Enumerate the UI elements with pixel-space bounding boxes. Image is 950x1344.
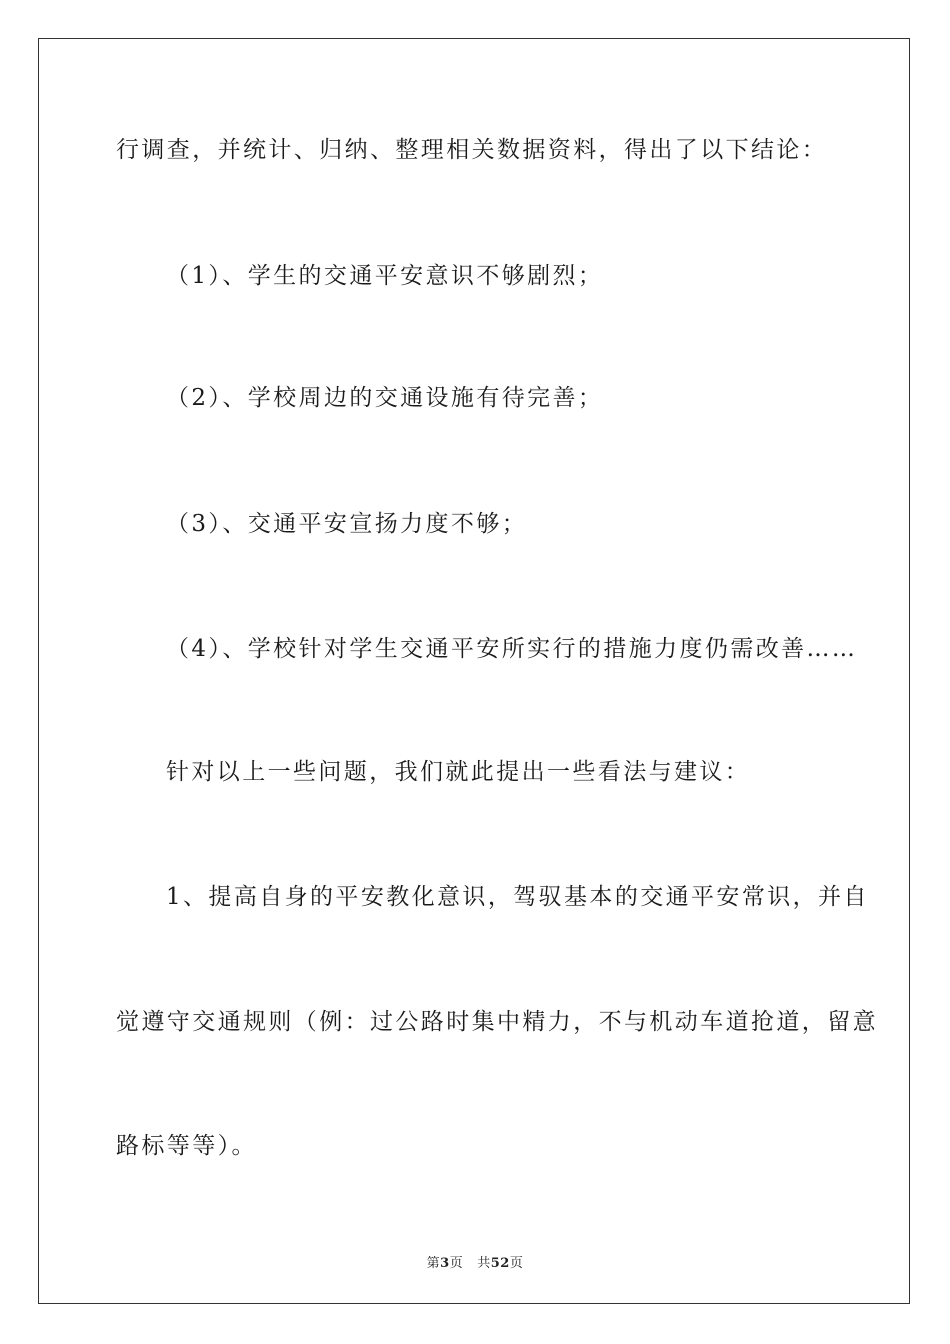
text-line-8: 觉遵守交通规则（例：过公路时集中精力，不与机动车道抢道，留意 — [116, 1009, 878, 1035]
page-footer — [0, 1252, 950, 1271]
footer-page-number: 3 — [440, 1256, 450, 1271]
page-border — [38, 38, 910, 1304]
footer-total-prefix: 共 — [477, 1256, 491, 1271]
text-line-6: 针对以上一些问题，我们就此提出一些看法与建议： — [166, 759, 751, 785]
text-line-4: （3）、交通平安宣扬力度不够； — [166, 511, 528, 537]
footer-total-pages: 52 — [490, 1256, 510, 1271]
footer-total-suffix: 页 — [509, 1256, 524, 1271]
text-line-5: （4）、学校针对学生交通平安所实行的措施力度仍需改善…… — [166, 636, 858, 662]
text-line-7: 1、提高自身的平安教化意识，驾驭基本的交通平安常识，并自 — [166, 884, 869, 910]
text-line-3: （2）、学校周边的交通设施有待完善； — [166, 385, 604, 411]
text-line-1: 行调查，并统计、归纳、整理相关数据资料，得出了以下结论： — [116, 137, 828, 163]
text-line-9: 路标等等）。 — [116, 1133, 257, 1159]
footer-page-suffix: 页 — [449, 1256, 464, 1271]
text-line-2: （1）、学生的交通平安意识不够剧烈； — [166, 263, 604, 289]
footer-page-prefix: 第 — [426, 1256, 441, 1271]
